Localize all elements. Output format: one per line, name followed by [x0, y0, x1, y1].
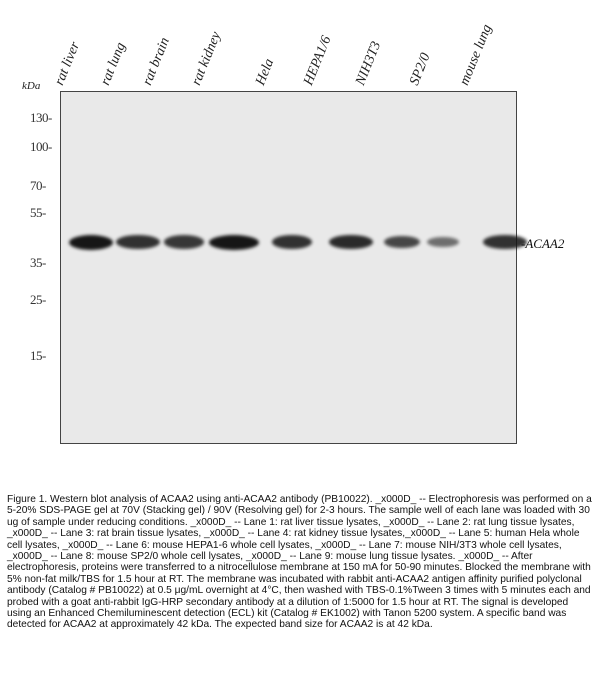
lane-label: rat kidney — [189, 29, 225, 88]
lane-label: HEPA1/6 — [301, 33, 335, 88]
marker-label: 15- — [30, 348, 46, 363]
protein-band — [384, 236, 420, 249]
lane-label: rat brain — [140, 35, 173, 88]
lane-label: NIH3T3 — [353, 39, 385, 88]
marker-label: 25- — [30, 291, 46, 307]
kda-unit-label: kDa — [22, 80, 41, 92]
lane-label: rat lung — [98, 40, 129, 88]
protein-band — [164, 235, 204, 248]
protein-band — [427, 237, 459, 247]
marker-label: 130- — [30, 110, 52, 125]
protein-band — [69, 235, 113, 250]
marker-label: 35- — [30, 254, 46, 270]
marker-label: 100- — [30, 138, 52, 154]
lane-label: rat liver — [52, 39, 84, 88]
target-protein-label: -ACAA2 — [521, 236, 565, 251]
protein-band — [116, 235, 160, 249]
protein-band — [209, 235, 259, 250]
blot-membrane — [60, 91, 517, 444]
marker-label: 70- — [30, 178, 46, 194]
lane-label: mouse lung — [457, 22, 496, 88]
lane-label: SP2/0 — [407, 50, 434, 88]
lane-label: Hela — [253, 56, 278, 88]
protein-band — [329, 235, 373, 249]
protein-band — [272, 235, 312, 249]
marker-label: 55- — [30, 204, 46, 220]
figure-caption: Figure 1. Western blot analysis of ACAA2 using anti-ACAA2 antibody (PB10022). _x000D_ -- Electrophoresis was performed on a 5-20% SDS-PAGE gel at 70V (Stacking gel) / 90V (Resolving gel) for 2-3 hours. The sample well of each lane was loaded with 30 ug of sample under reducing conditions. _x000D_ -- Lane 1: rat liver tissue lysates, _x000D_ -- Lane 2: rat lung tissue lysates, _x000D_ -- Lane 3: rat brain tissue lysates, _x000D_ -- Lane 4: rat kidney tissue lysates,_x000D_ -- Lane 5: human Hela whole cell lysates, _x000D_ -- Lane 6: mouse HEPA1-6 whole cell lysates, _x000D_ -- Lane 7: mouse NIH/3T3 whole cell lysates, _x000D_ -- Lane 8: mouse SP2/0 whole cell lysates, _x000D_ -- Lane 9: mouse lung tissue lysates. _x000D_ -- After electrophoresis, proteins were transferred to a nitrocellulose membrane at 150 mA for 50-90 minutes. Blocked the membrane with 5% non-fat milk/TBS for 1.5 hour at RT. The membrane was incubated with rabbit anti-ACAA2 antigen affinity purified polyclonal antibody (Catalog # PB10022) at 0.5 μg/mL overnight at 4°C, then washed with TBS-0.1%Tween 3 times with 5 minutes each and probed with a goat anti-rabbit IgG-HRP secondary antibody at a dilution of 1:5000 for 1.5 hour at RT. The signal is developed using an Enhanced Chemiluminescent detection (ECL) kit (Catalog # EK1002) with Tanon 5200 system. A specific band was detected for ACAA2 at approximately 42 kDa. The expected band size for ACAA2 is at 42 kDa. — [7, 494, 592, 631]
